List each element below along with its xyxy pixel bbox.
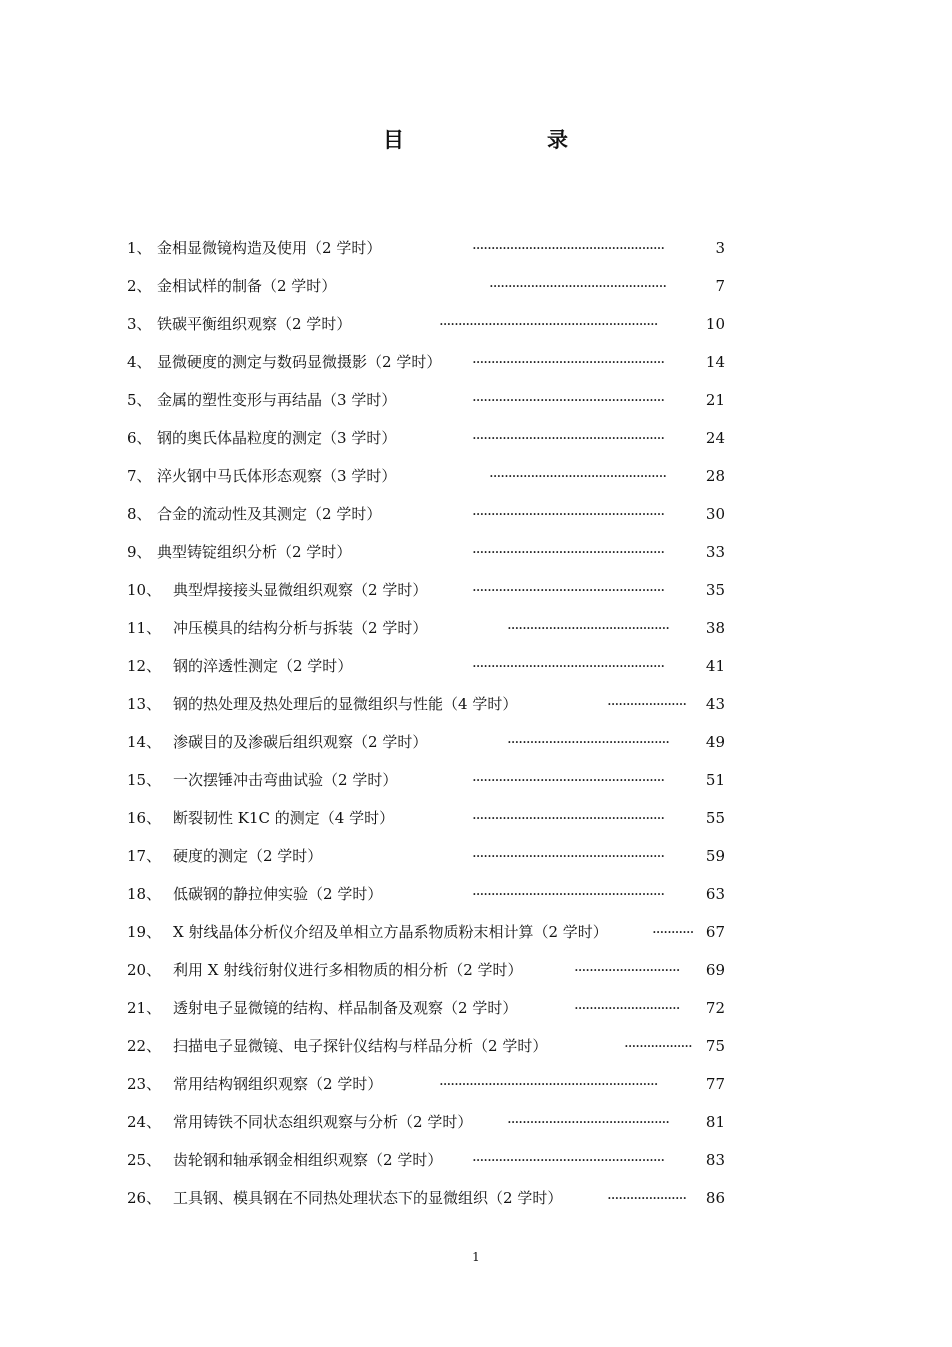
toc-entry-title: 渗碳目的及渗碳后组织观察（2 学时）	[173, 733, 428, 751]
toc-entry[interactable]	[127, 1179, 727, 1217]
toc-entry-page: 35	[705, 581, 725, 599]
toc-entry-page: 30	[705, 505, 725, 523]
toc-entry-title: 金属的塑性变形与再结晶（3 学时）	[157, 391, 397, 409]
toc-leader-dots: ···················································	[472, 885, 665, 903]
toc-leader-dots: ···············································	[489, 467, 667, 485]
toc-entry-page: 33	[705, 543, 725, 561]
toc-entry[interactable]	[127, 343, 727, 381]
toc-entry-number: 13、	[127, 695, 162, 713]
toc-entry-number: 10、	[127, 581, 162, 599]
toc-leader-dots: ···················································	[472, 1151, 665, 1169]
toc-entry-number: 15、	[127, 771, 162, 789]
toc-title-right: 录	[547, 127, 568, 152]
toc-leader-dots: ···················································	[472, 543, 665, 561]
page-number: 1	[472, 1250, 480, 1264]
toc-entry-title: 合金的流动性及其测定（2 学时）	[157, 505, 382, 523]
toc-entry[interactable]	[127, 837, 727, 875]
toc-entry-title: 断裂韧性 K1C 的测定（4 学时）	[173, 809, 395, 827]
toc-entry-title: 钢的淬透性测定（2 学时）	[173, 657, 353, 675]
toc-entry[interactable]	[127, 381, 727, 419]
toc-entry[interactable]	[127, 533, 727, 571]
toc-entry-page: 69	[705, 961, 725, 979]
toc-leader-dots: ···················································	[472, 809, 665, 827]
toc-entry-page: 63	[705, 885, 725, 903]
toc-entry-number: 12、	[127, 657, 162, 675]
toc-entry[interactable]	[127, 761, 727, 799]
toc-entry-number: 24、	[127, 1113, 162, 1131]
toc-leader-dots: ···················································	[472, 847, 665, 865]
toc-entry-number: 25、	[127, 1151, 162, 1169]
toc-entry-title: 金相试样的制备（2 学时）	[157, 277, 337, 295]
toc-entry-number: 14、	[127, 733, 162, 751]
toc-entry-title: 利用 X 射线衍射仪进行多相物质的相分析（2 学时）	[173, 961, 523, 979]
toc-entry-page: 28	[705, 467, 725, 485]
toc-leader-dots: ·····················	[607, 695, 687, 713]
toc-entry-number: 16、	[127, 809, 162, 827]
toc-entry-number: 23、	[127, 1075, 162, 1093]
toc-leader-dots: ·····················	[607, 1189, 687, 1207]
toc-entry-title: 工具钢、模具钢在不同热处理状态下的显微组织（2 学时）	[173, 1189, 563, 1207]
toc-entry[interactable]	[127, 799, 727, 837]
toc-leader-dots: ···················································	[472, 239, 665, 257]
toc-entry-page: 10	[705, 315, 725, 333]
toc-entry-page: 41	[705, 657, 725, 675]
toc-entry-page: 7	[715, 277, 725, 295]
toc-entry-number: 2、	[127, 277, 152, 295]
toc-entry-title: 硬度的测定（2 学时）	[173, 847, 323, 865]
toc-entry-page: 59	[705, 847, 725, 865]
toc-leader-dots: ···················································	[472, 771, 665, 789]
toc-entry-title: 淬火钢中马氏体形态观察（3 学时）	[157, 467, 397, 485]
toc-entry[interactable]	[127, 419, 727, 457]
toc-entry-page: 14	[705, 353, 725, 371]
toc-entry-number: 17、	[127, 847, 162, 865]
toc-entry-title: 显微硬度的测定与数码显微摄影（2 学时）	[157, 353, 442, 371]
toc-entry-page: 86	[705, 1189, 725, 1207]
toc-entry[interactable]	[127, 1103, 727, 1141]
toc-entry-number: 26、	[127, 1189, 162, 1207]
toc-leader-dots: ····························	[574, 999, 680, 1017]
toc-entry-number: 8、	[127, 505, 152, 523]
toc-entry-page: 81	[705, 1113, 725, 1131]
toc-entry-number: 21、	[127, 999, 162, 1017]
toc-leader-dots: ···················································	[472, 657, 665, 675]
toc-entry[interactable]	[127, 609, 727, 647]
toc-entry-number: 18、	[127, 885, 162, 903]
toc-entry-page: 49	[705, 733, 725, 751]
toc-entry[interactable]	[127, 1065, 727, 1103]
toc-leader-dots: ··························································	[439, 1075, 658, 1093]
toc-entry[interactable]	[127, 229, 727, 267]
toc-entry-number: 22、	[127, 1037, 162, 1055]
toc-entry-title: 典型焊接接头显微组织观察（2 学时）	[173, 581, 428, 599]
toc-entry-number: 9、	[127, 543, 152, 561]
toc-leader-dots: ···················································	[472, 353, 665, 371]
toc-entry-title: 典型铸锭组织分析（2 学时）	[157, 543, 352, 561]
toc-entry[interactable]	[127, 1141, 727, 1179]
toc-entry-page: 38	[705, 619, 725, 637]
toc-leader-dots: ···············································	[489, 277, 667, 295]
toc-entry[interactable]	[127, 647, 727, 685]
toc-entry-title: 齿轮钢和轴承钢金相组织观察（2 学时）	[173, 1151, 443, 1169]
toc-entry-title: X 射线晶体分析仪介绍及单相立方晶系物质粉末相计算（2 学时）	[173, 923, 608, 941]
toc-title-left: 目	[383, 127, 404, 152]
toc-entry-number: 6、	[127, 429, 152, 447]
toc-entry-number: 3、	[127, 315, 152, 333]
toc-entry-page: 83	[705, 1151, 725, 1169]
toc-leader-dots: ···················································	[472, 505, 665, 523]
toc-entry[interactable]	[127, 495, 727, 533]
toc-entry[interactable]	[127, 875, 727, 913]
toc-leader-dots: ···········	[652, 923, 694, 941]
toc-entry[interactable]	[127, 1027, 727, 1065]
toc-leader-dots: ···················································	[472, 581, 665, 599]
toc-entry-page: 72	[705, 999, 725, 1017]
toc-entry-title: 低碳钢的静拉伸实验（2 学时）	[173, 885, 383, 903]
toc-entry-page: 75	[705, 1037, 725, 1055]
toc-leader-dots: ····························	[574, 961, 680, 979]
toc-entry[interactable]	[127, 723, 727, 761]
toc-entry[interactable]	[127, 951, 727, 989]
toc-entry-number: 7、	[127, 467, 152, 485]
toc-leader-dots: ··························································	[439, 315, 658, 333]
toc-entry-title: 钢的奥氏体晶粒度的测定（3 学时）	[157, 429, 397, 447]
toc-leader-dots: ···········································	[507, 733, 670, 751]
toc-leader-dots: ··················	[624, 1037, 692, 1055]
toc-entry[interactable]	[127, 457, 727, 495]
toc-entry-title: 扫描电子显微镜、电子探针仪结构与样品分析（2 学时）	[173, 1037, 548, 1055]
toc-entry[interactable]	[127, 305, 727, 343]
toc-leader-dots: ···········································	[507, 619, 670, 637]
toc-entry-number: 4、	[127, 353, 152, 371]
toc-entry-number: 20、	[127, 961, 162, 979]
toc-entry-number: 19、	[127, 923, 162, 941]
toc-entry-page: 77	[705, 1075, 725, 1093]
toc-entry-title: 常用结构钢组织观察（2 学时）	[173, 1075, 383, 1093]
toc-entry[interactable]	[127, 913, 727, 951]
toc-entry[interactable]	[127, 267, 727, 305]
toc-entry-page: 67	[705, 923, 725, 941]
toc-entry-number: 11、	[127, 619, 162, 637]
table-of-contents	[127, 229, 727, 1217]
toc-entry-title: 铁碳平衡组织观察（2 学时）	[157, 315, 352, 333]
toc-entry-page: 3	[715, 239, 725, 257]
toc-entry-title: 透射电子显微镜的结构、样品制备及观察（2 学时）	[173, 999, 518, 1017]
toc-leader-dots: ···················································	[472, 391, 665, 409]
toc-entry-page: 55	[705, 809, 725, 827]
toc-entry-title: 一次摆锤冲击弯曲试验（2 学时）	[173, 771, 398, 789]
toc-entry-title: 金相显微镜构造及使用（2 学时）	[157, 239, 382, 257]
toc-entry-page: 51	[705, 771, 725, 789]
toc-entry[interactable]	[127, 571, 727, 609]
toc-leader-dots: ···················································	[472, 429, 665, 447]
toc-entry-number: 5、	[127, 391, 152, 409]
toc-entry[interactable]	[127, 989, 727, 1027]
toc-entry-title: 冲压模具的结构分析与拆装（2 学时）	[173, 619, 428, 637]
toc-entry-title: 常用铸铁不同状态组织观察与分析（2 学时）	[173, 1113, 473, 1131]
toc-entry-page: 43	[705, 695, 725, 713]
toc-entry-page: 21	[705, 391, 725, 409]
toc-entry-title: 钢的热处理及热处理后的显微组织与性能（4 学时）	[173, 695, 518, 713]
toc-entry[interactable]	[127, 685, 727, 723]
toc-leader-dots: ···········································	[507, 1113, 670, 1131]
toc-entry-page: 24	[705, 429, 725, 447]
toc-entry-number: 1、	[127, 239, 152, 257]
